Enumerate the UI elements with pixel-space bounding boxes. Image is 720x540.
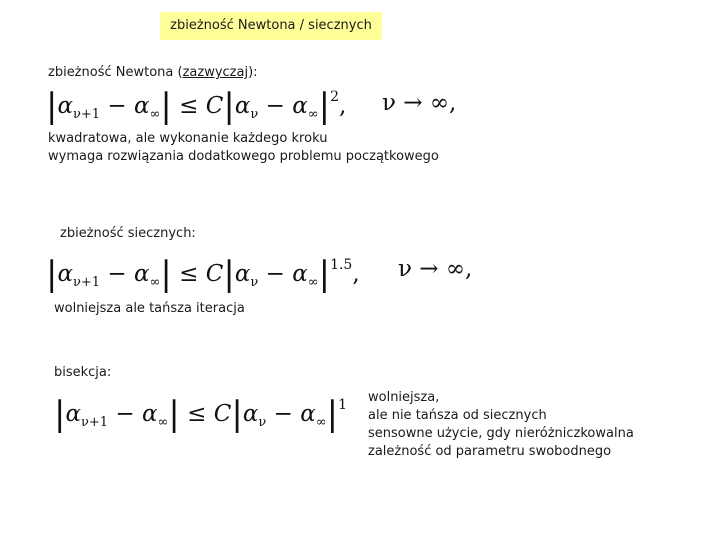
- newton-label-prefix: zbieżność Newtona (: [48, 65, 183, 80]
- secant-limit: ν → ∞,: [398, 256, 473, 282]
- newton-label-underlined: zazwyczaj: [182, 65, 249, 80]
- newton-exponent: 2: [330, 89, 339, 105]
- newton-formula: $|\alpha_{\nu+1} - \alpha_\infty| \le C|\alpha_\nu - \alpha_\infty|^2$,: [46, 86, 347, 126]
- newton-label-suffix: ):: [248, 65, 258, 80]
- newton-limit: ν → ∞,: [382, 90, 457, 116]
- secant-formula: $|\alpha_{\nu+1} - \alpha_\infty| \le C|\alpha_\nu - \alpha_\infty|^{1.5}$,: [46, 254, 360, 294]
- newton-label: [48, 64, 258, 82]
- newton-desc-line2: wymaga rozwiązania dodatkowego problemu początkowego: [48, 149, 439, 164]
- bisection-exponent: 1: [338, 397, 347, 413]
- bisection-desc-line3: sensowne użycie, gdy nieróżniczkowalna: [368, 426, 634, 441]
- bisection-formula: $|\alpha_{\nu+1} - \alpha_\infty| \le C|\alpha_\nu - \alpha_\infty|^1$: [54, 394, 347, 434]
- slide-title: zbieżność Newtona / siecznych: [160, 12, 382, 40]
- newton-desc-line1: kwadratowa, ale wykonanie każdego kroku: [48, 131, 328, 146]
- bisection-desc-line4: zależność od parametru swobodnego: [368, 444, 612, 459]
- secant-label: zbieżność siecznych:: [60, 226, 196, 241]
- bisection-label: bisekcja:: [54, 365, 112, 380]
- bisection-desc-line1: wolniejsza,: [368, 390, 440, 405]
- bisection-desc-line2: ale nie tańsza od siecznych: [368, 408, 547, 423]
- secant-desc: wolniejsza ale tańsza iteracja: [54, 301, 245, 316]
- secant-exponent: 1.5: [330, 257, 353, 273]
